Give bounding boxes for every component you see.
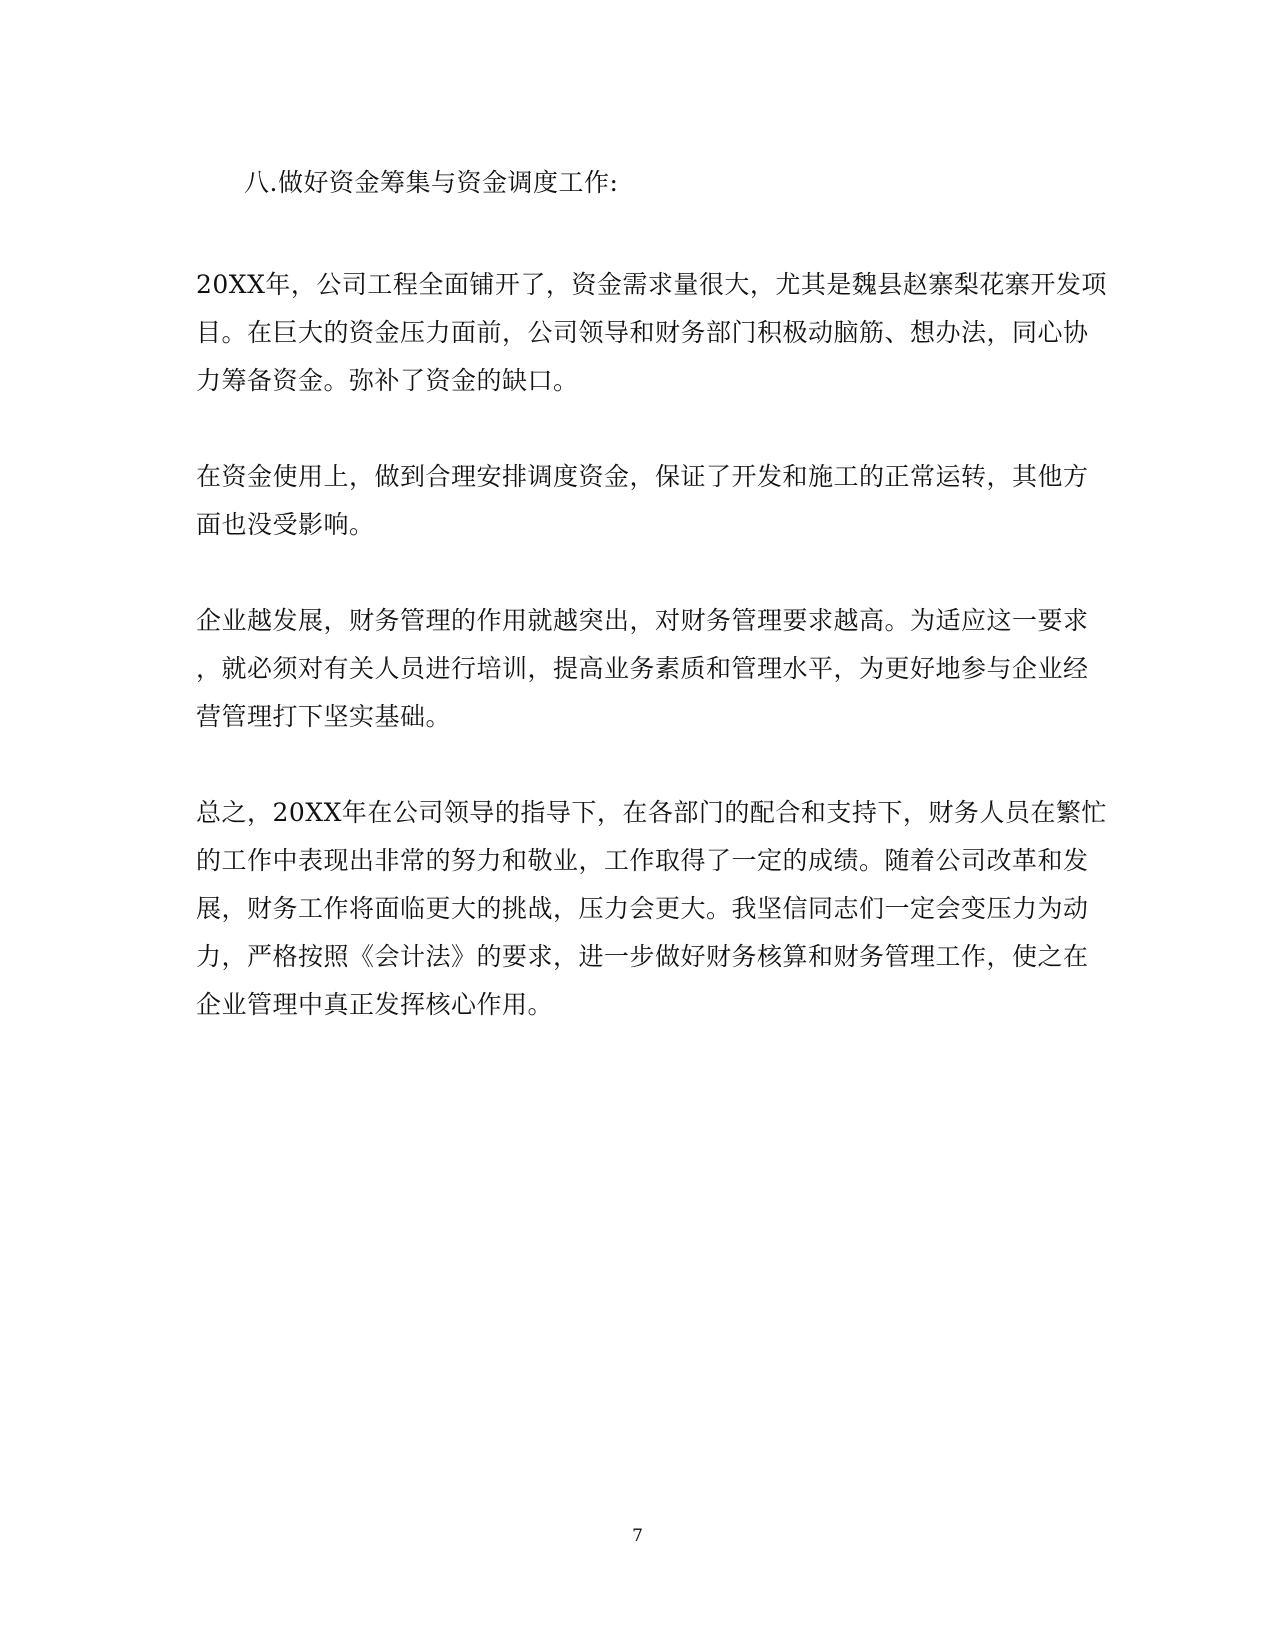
page-number: 7	[632, 1526, 643, 1546]
paragraph-training	[196, 597, 1089, 741]
paragraph-line: 力筹备资金。弥补了资金的缺口。	[196, 366, 579, 395]
paragraph-line: 的工作中表现出非常的努力和敬业，工作取得了一定的成绩。随着公司改革和发	[196, 846, 1089, 875]
paragraph-line: 企业越发展，财务管理的作用就越突出，对财务管理要求越高。为适应这一要求	[196, 606, 1089, 635]
paragraph-line: 目。在巨大的资金压力面前，公司领导和财务部门积极动脑筋、想办法，同心协	[196, 318, 1089, 347]
paragraph-funding-needs	[196, 261, 1107, 405]
paragraph-line: 总之，20XX年在公司领导的指导下，在各部门的配合和支持下，财务人员在繁忙	[196, 798, 1107, 827]
paragraph-line: 力，严格按照《会计法》的要求，进一步做好财务核算和财务管理工作，使之在	[196, 942, 1089, 971]
paragraph-fund-usage	[196, 453, 1089, 549]
paragraph-line: 20XX年，公司工程全面铺开了，资金需求量很大，尤其是魏县赵寨梨花寨开发项	[196, 270, 1107, 299]
paragraph-line: ，就必须对有关人员进行培训，提高业务素质和管理水平，为更好地参与企业经	[196, 654, 1089, 683]
paragraph-line: 面也没受影响。	[196, 510, 375, 539]
section-heading: 八.做好资金筹集与资金调度工作:	[244, 168, 619, 197]
paragraph-line: 在资金使用上，做到合理安排调度资金，保证了开发和施工的正常运转，其他方	[196, 462, 1089, 491]
paragraph-line: 企业管理中真正发挥核心作用。	[196, 990, 554, 1019]
paragraph-line: 营管理打下坚实基础。	[196, 702, 452, 731]
paragraph-summary	[196, 789, 1107, 1029]
paragraph-line: 展，财务工作将面临更大的挑战，压力会更大。我坚信同志们一定会变压力为动	[196, 894, 1089, 923]
